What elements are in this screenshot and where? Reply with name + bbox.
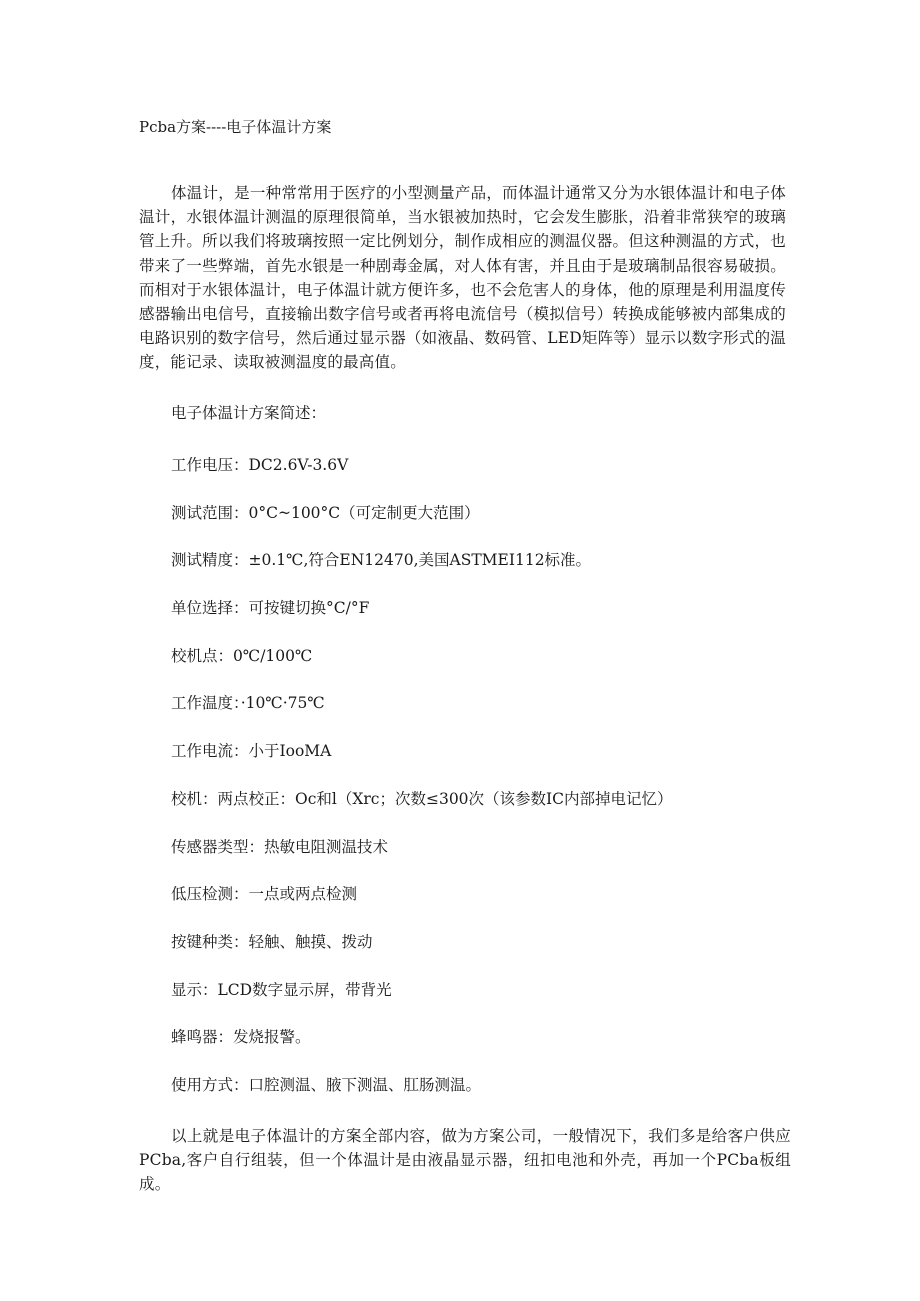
spec-item-current: 工作电流：小于IooMA: [171, 742, 332, 761]
spec-item-usage: 使用方式：口腔测温、腋下测温、肛肠测温。: [171, 1075, 482, 1094]
spec-item-low-voltage: 低压检测：一点或两点检测: [171, 885, 358, 904]
spec-item-operating-temp: 工作温度：·10℃·75℃: [171, 694, 325, 713]
document-title: Pcba方案----电子体温计方案: [139, 118, 332, 136]
outro-paragraph: 以上就是电子体温计的方案全部内容，做为方案公司，一般情况下，我们多是给客户供应PCba,客户自行组装，但一个体温计是由液晶显示器，纽扣电池和外壳，再加一个PCba板组成。: [139, 1127, 791, 1194]
spec-item-sensor: 传感器类型：热敏电阻测温技术: [171, 837, 389, 856]
spec-item-unit: 单位选择：可按键切换°C/°F: [171, 599, 370, 618]
spec-item-calibration: 校机：两点校正：Oc和l（Xrc；次数≤300次（该参数IC内部掉电记忆）: [171, 789, 673, 808]
spec-list: [171, 455, 673, 1123]
spec-item-display: 显示：LCD数字显示屏，带背光: [171, 980, 392, 999]
spec-item-calibration-points: 校机点：0℃/100℃: [171, 646, 313, 665]
intro-paragraph: 体温计，是一种常常用于医疗的小型测量产品，而体温计通常又分为水银体温计和电子体温计，水银体温计测温的原理很简单，当水银被加热时，它会发生膨胀，沿着非常狭窄的玻璃管上升。所以我们将玻璃按照一定比例划分，制作成相应的测温仪器。但这种测温的方式，也带来了一些弊端，首先水银是一种剧毒金属，对人体有害，并且由于是玻璃制品很容易破损。而相对于水银体温计，电子体温计就方便许多，也不会危害人的身体，他的原理是利用温度传感器输出电信号，直接输出数字信号或者再将电流信号（模拟信号）转换成能够被内部集成的电路识别的数字信号，然后通过显示器（如液晶、数码管、LED矩阵等）显示以数字形式的温度，能记录、读取被测温度的最高值。: [139, 184, 786, 372]
spec-item-keys: 按键种类：轻触、触摸、拨动: [171, 932, 373, 951]
spec-item-accuracy: 测试精度：±0.1℃,符合EN12470,美国ASTMEI112标准。: [171, 551, 592, 570]
spec-heading: 电子体温计方案简述：: [171, 404, 327, 422]
spec-item-buzzer: 蜂鸣器：发烧报警。: [171, 1028, 311, 1047]
spec-item-range: 测试范围：0°C~100°C（可定制更大范围）: [171, 503, 480, 522]
spec-item-voltage: 工作电压：DC2.6V-3.6V: [171, 456, 349, 474]
